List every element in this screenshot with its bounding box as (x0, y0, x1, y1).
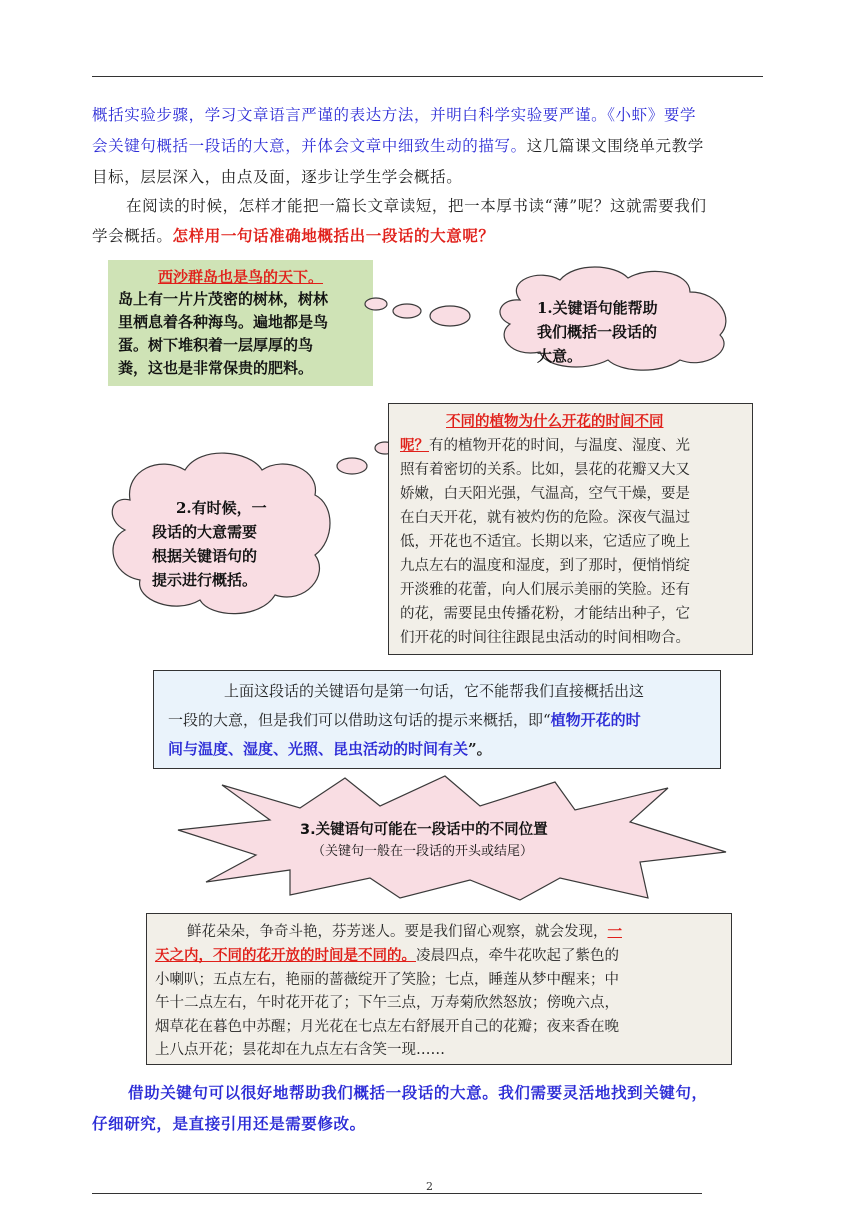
cloud-2-line: 2.有时候，一 (176, 499, 267, 517)
flower-clock-body (155, 920, 622, 1062)
green-box-line: 里栖息着各种海鸟。遍地都是鸟 (118, 313, 329, 331)
flower-example-box (388, 403, 753, 655)
intro-question: 怎样用一句话准确地概括出一段话的大意呢？ (172, 226, 495, 245)
flower-box-line: 低，开花也不适宜。长期以来，它适应了晚上 (400, 534, 690, 550)
conclusion-line-1: 借助关键句可以很好地帮助我们概括一段话的大意。我们需要灵活地找到关键句， (128, 1083, 708, 1102)
flower-box-line: 九点左右的温度和湿度，到了那时，便悄悄绽 (400, 558, 690, 574)
header-rule (92, 76, 763, 77)
explanation-line-2a: 一段的大意，但是我们可以借助这句话的提示来概括，即“ (168, 711, 551, 729)
cloud-2-line: 提示进行概括。 (152, 571, 258, 589)
cloud-2-line: 根据关键语句的 (152, 547, 258, 565)
flower-clock-line: 午十二点左右，午时花开花了；下午三点，万寿菊欣然怒放；傍晚六点， (155, 995, 619, 1012)
flower-box-line: 的花，需要昆虫传播花粉，才能结出种子，它 (400, 606, 690, 622)
flower-clock-key-sentence: 天之内，不同的花开放的时间是不同的。 (155, 947, 416, 965)
explanation-line-3 (168, 735, 644, 764)
intro-line-2b: 这几篇课文围绕单元教学 (526, 137, 704, 155)
flower-box-line: 们开花的时间往往跟昆虫活动的时间相吻合。 (400, 630, 690, 646)
flower-clock-key-start: 一 (607, 923, 622, 940)
cloud-1-line: 1.关键语句能帮助 (537, 299, 658, 317)
green-box-line: 岛上有一片片茂密的树林，树林 (118, 290, 329, 308)
explanation-box (153, 670, 721, 769)
page-number: 2 (426, 1180, 433, 1193)
cloud-1-text (537, 296, 658, 368)
flower-box-title-end: 呢？ (400, 437, 429, 454)
cloud-2-text (152, 496, 267, 592)
green-box-line: 粪，这也是非常保贵的肥料。 (118, 359, 314, 377)
flower-box-line: 照有着密切的关系。比如，昙花的花瓣又大又 (400, 462, 690, 478)
explanation-highlight-a: 植物开花的时 (550, 711, 641, 729)
flower-box-title-line (400, 410, 690, 434)
intro-line-3: 目标，层层深入，由点及面，逐步让学生学会概括。 (92, 168, 463, 186)
flower-box-line: 在白天开花，就有被灼伤的危险。深夜气温过 (400, 510, 690, 526)
intro-line-2 (92, 131, 704, 162)
flower-clock-box (146, 913, 732, 1065)
explanation-line-2 (168, 706, 644, 735)
green-box-body (118, 288, 328, 380)
flower-clock-line: 小喇叭；五点左右，艳丽的蔷薇绽开了笑脸；七点，睡莲从梦中醒来；中 (155, 971, 619, 988)
flower-box-line: 开淡雅的花蕾，向人们展示美丽的笑脸。还有 (400, 582, 690, 598)
cloud-2-line: 段话的大意需要 (152, 523, 258, 541)
green-box-line: 蛋。树下堆积着一层厚厚的鸟 (118, 336, 314, 354)
footer-rule (92, 1193, 702, 1194)
flower-box-title: 不同的植物为什么开花的时间不同 (446, 413, 664, 430)
intro-line-2a: 会关键句概括一段话的大意，并体会文章中细致生动的描写。 (92, 137, 527, 155)
flower-box-body (400, 410, 690, 650)
flower-clock-line: 烟草花在暮色中苏醒；月光花在七点左右舒展开自己的花瓣；夜来香在晚 (155, 1018, 619, 1035)
flower-box-line-1-rest: 有的植物开花的时间，与温度、湿度、光 (429, 438, 690, 454)
flower-clock-line: 上八点开花；昙花却在九点左右含笑一现…… (155, 1042, 445, 1059)
intro-line-5 (92, 220, 495, 252)
flower-clock-line-1a: 鲜花朵朵，争奇斗艳，芬芳迷人。要是我们留心观察，就会发现， (187, 924, 608, 940)
explanation-line-3-end: ”。 (468, 740, 492, 758)
starburst-subtitle: （关键句一般在一段话的开头或结尾） (312, 844, 534, 859)
flower-box-line-1 (400, 434, 690, 458)
explanation-highlight-b: 间与温度、湿度、光照、昆虫活动的时间有关 (168, 740, 469, 758)
green-box-title: 西沙群岛也是鸟的天下。 (158, 268, 324, 286)
intro-line-4: 在阅读的时候，怎样才能把一篇长文章读短，把一本厚书读“薄”呢？这就需要我们 (126, 197, 707, 215)
explanation-body (168, 677, 644, 764)
conclusion-line-2: 仔细研究，是直接引用还是需要修改。 (92, 1114, 366, 1133)
cloud-1-line: 大意。 (537, 347, 583, 365)
intro-line-1: 概括实验步骤，学习文章语言严谨的表达方法，并明白科学实验要严谨。《小虾》要学 (92, 106, 697, 124)
green-example-box (108, 260, 373, 386)
starburst-title: 3.关键语句可能在一段话中的不同位置 (300, 822, 548, 838)
cloud-1-line: 我们概括一段话的 (537, 323, 658, 341)
flower-box-line: 娇嫩，白天阳光强，气温高，空气干燥，要是 (400, 486, 690, 502)
intro-line-5a: 学会概括。 (92, 227, 173, 245)
explanation-line-1: 上面这段话的关键语句是第一句话，它不能帮我们直接概括出这 (224, 682, 645, 700)
flower-clock-line-2 (155, 944, 622, 968)
flower-clock-line-1 (155, 920, 622, 944)
flower-clock-line-2b: 凌晨四点，牵牛花吹起了紫色的 (416, 948, 619, 965)
